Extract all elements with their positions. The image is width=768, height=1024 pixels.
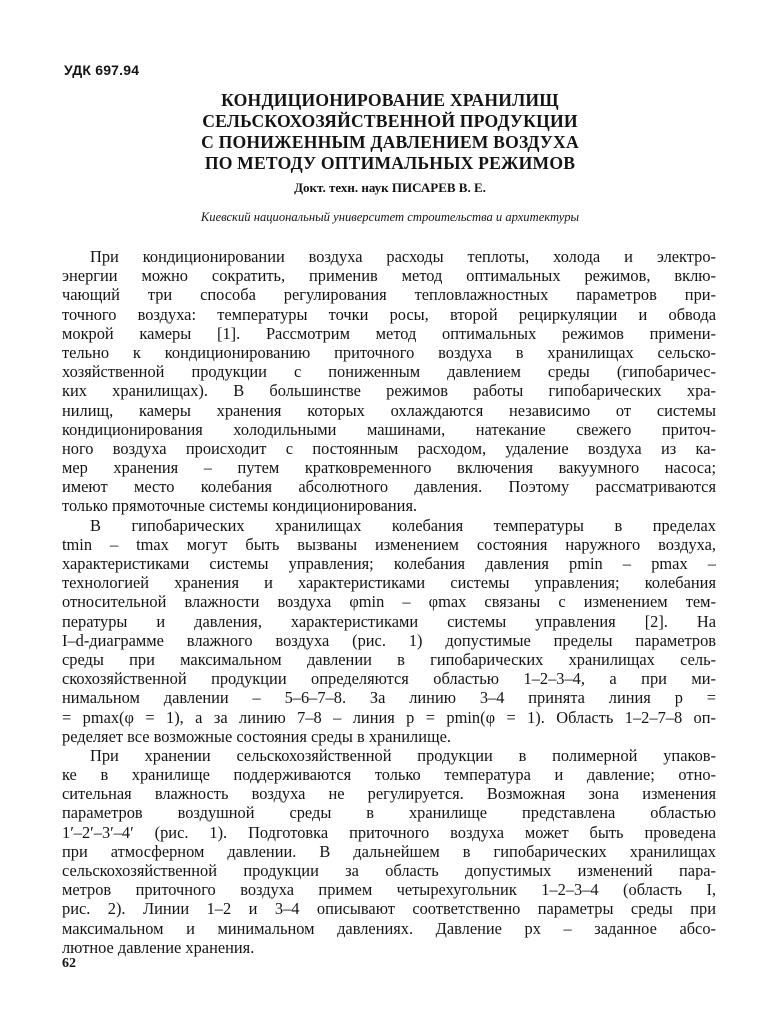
text-line: кондиционирования холодильными машинами, натекание свежего приточ- [62,419,716,439]
text-line: пературы и давления, характеристиками системы управления [2]. На [62,611,716,631]
text-line: среды при максимальном давлении в гипобарических хранилищах сель- [62,649,716,669]
title-line: С ПОНИЖЕННЫМ ДАВЛЕНИЕМ ВОЗДУХА [201,132,579,152]
text-line: ного воздуха происходит с постоянным расходом, удаление воздуха из ка- [62,438,716,458]
title-line: СЕЛЬСКОХОЗЯЙСТВЕННОЙ ПРОДУКЦИИ [202,111,578,131]
text-line: при атмосферном давлении. В дальнейшем в гипобарических хранилищах [62,841,716,861]
paragraph [62,516,716,746]
text-line: ких хранилищах). В большинстве режимов работы гипобарических хра- [62,381,716,401]
page-number: 62 [62,956,76,971]
text-line: максимальном и минимальном давлениях. Давление pх – заданное абсо- [62,918,716,938]
udk-code: УДК 697.94 [64,62,140,78]
text-line: тельно к кондиционированию приточного воздуха в хранилищах сельско- [62,342,716,362]
text-line: I–d-диаграмме влажного воздуха (рис. 1) допустимые пределы параметров [62,630,716,650]
text-line: = pmax(φ = 1), а за линию 7–8 – линия p = pmin(φ = 1). Область 1–2–7–8 оп- [62,707,716,727]
text-line: метров приточного воздуха примем четырехугольник 1–2–3–4 (область I, [62,880,716,900]
text-line: рис. 2). Линии 1–2 и 3–4 описывают соответственно параметры среды при [62,899,716,919]
text-line: При хранении сельскохозяйственной продукции в полимерной упаков- [90,745,716,765]
text-line: сительная влажность воздуха не регулируется. Возможная зона изменения [62,784,716,804]
text-line: точного воздуха: температуры точки росы, второй рециркуляции и обвода [62,304,716,324]
title-line: КОНДИЦИОНИРОВАНИЕ ХРАНИЛИЩ [221,90,559,110]
text-line: энергии можно сократить, применив метод оптимальных режимов, вклю- [62,266,716,286]
text-line: сельскохозяйственной продукции за область допустимых изменений пара- [62,861,716,880]
text-line: только прямоточные системы кондиционирования. [62,496,418,516]
text-line: лютное давление хранения. [62,937,255,957]
text-line: чающий три способа регулирования тепловлажностных параметров при- [62,285,716,305]
affiliation: Киевский национальный университет строительства и архитектуры [200,210,580,224]
text-line: относительной влажности воздуха φmin – φmax связаны с изменением тем- [62,592,716,612]
text-line: При кондиционировании воздуха расходы теплоты, холода и электро- [90,247,716,266]
text-line: ределяет все возможные состояния среды в хранилище. [62,726,451,746]
title-line: ПО МЕТОДУ ОПТИМАЛЬНЫХ РЕЖИМОВ [204,153,576,173]
paragraph [62,746,716,957]
paragraph [62,247,716,516]
text-line: В гипобарических хранилищах колебания температуры в пределах [90,515,716,535]
text-line: ке в хранилище поддерживаются только температура и давление; отно- [62,765,716,785]
text-line: нимальном давлении – 5–6–7–8. За линию 3–4 принята линия p = [62,688,716,708]
text-line: tmin – tmax могут быть вызваны изменением состояния наружного воздуха, [62,534,716,554]
text-line: мокрой камеры [1]. Рассмотрим метод оптимальных режимов примени- [62,323,716,343]
text-line: технологией хранения и характеристиками системы управления; колебания [62,573,716,593]
text-line: хозяйственной продукции с пониженным давлением среды (гипобаричес- [62,362,716,382]
article-body [62,247,716,957]
text-line: 1′–2′–3′–4′ (рис. 1). Подготовка приточного воздуха может быть проведена [62,822,716,842]
text-line: параметров воздушной среды в хранилище представлена областью [62,803,716,823]
text-line: мер хранения – путем кратковременного включения вакуумного насоса; [62,458,716,478]
text-line: нилищ, камеры хранения которых охлаждаются независимо от системы [62,400,716,420]
article-title [64,90,716,174]
text-line: характеристиками системы управления; колебания давления pmin – pmax – [62,554,716,573]
text-line: имеют место колебания абсолютного давления. Поэтому рассматриваются [62,477,716,497]
author-line: Докт. техн. наук ПИСАРЕВ В. Е. [294,180,486,195]
text-line: скохозяйственной продукции определяются областью 1–2–3–4, а при ми- [62,669,716,689]
